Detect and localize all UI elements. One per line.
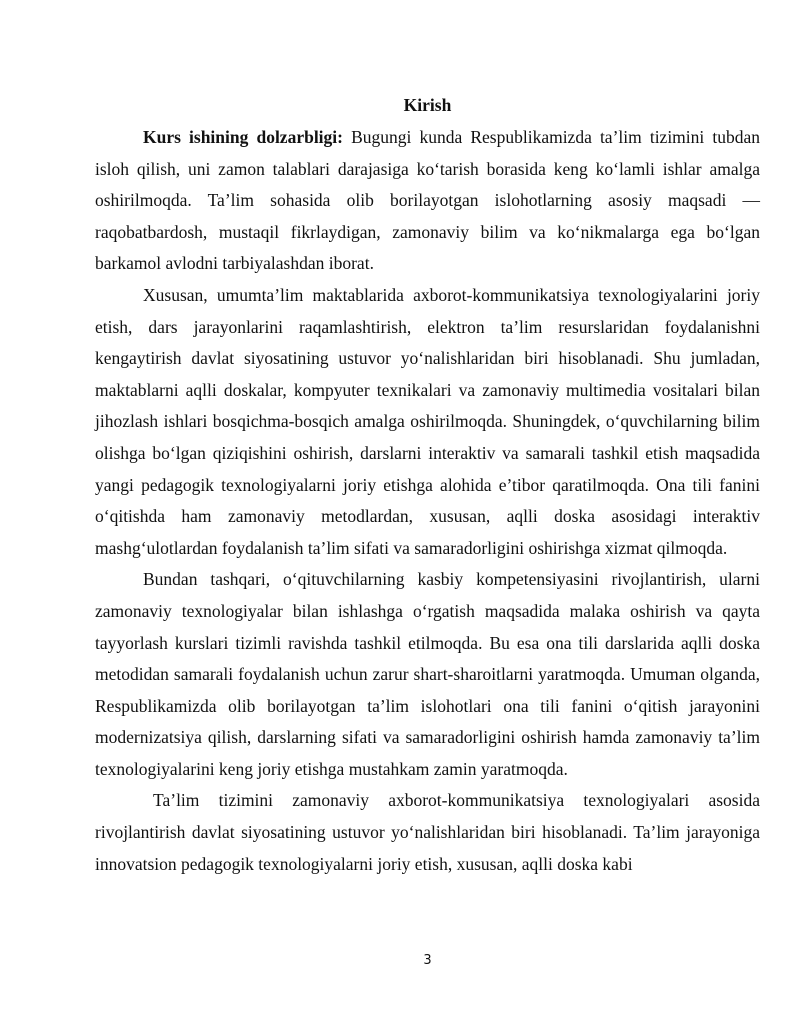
paragraph-teacher-training: Bundan tashqari, o‘qituvchilarning kasbiy kompetensiyasini rivojlantirish, ularni zamonaviy texnologiyalar bilan ishlashga o‘rgatish maqsadida malaka oshirish va qayta tayyorlash kurslari tizimli ravishda tashkil etilmoqda. Bu esa ona tili darslarida aqlli doska metodidan samarali foydalanish uchun zarur shart-sharoitlarni yaratmoqda. Umuman olganda, Respublikamizda olib borilayotgan ta’lim islohotlari ona tili fanini o‘qitish jarayonini modernizatsiya qilish, darslarning sifati va samaradorligini oshirish hamda zamonaviy ta’lim texnologiyalarini keng joriy etishga mustahkam zamin yaratmoqda.: [95, 569, 760, 779]
page-number: 3: [423, 953, 432, 968]
paragraph-relevance: [95, 122, 760, 280]
paragraph-lead: Kurs ishining dolzarbligi:: [143, 127, 343, 147]
section-title: Kirish: [403, 95, 452, 115]
body-text: [95, 122, 760, 880]
paragraph-ict-schools: Xususan, umumta’lim maktablarida axborot-kommunikatsiya texnologiyalarini joriy etish, dars jarayonlarini raqamlashtirish, elektron ta’lim resurslaridan foydalanishni kengaytirish davlat siyosatining ustuvor yo‘nalishlaridan biri hisoblanadi. Shu jumladan, maktablarni aqlli doskalar, kompyuter texnikalari va zamonaviy multimedia vositalari bilan jihozlash ishlari bosqichma-bosqich amalga oshirilmoqda. Shuningdek, o‘quvchilarning bilim olishga bo‘lgan qiziqishini oshirish, darslarni interaktiv va samarali tashkil etish maqsadida yangi pedagogik texnologiyalarni joriy etishga alohida e’tibor qaratilmoqda. Ona tili fanini o‘qitishda ham zamonaviy metodlardan, xususan, aqlli doska asosidagi interaktiv mashg‘ulotlardan foydalanish ta’lim sifati va samaradorligini oshirishga xizmat qilmoqda.: [95, 284, 760, 558]
paragraph-education-system: Ta’lim tizimini zamonaviy axborot-kommunikatsiya texnologiyalari asosida rivojlantirish davlat siyosatining ustuvor yo‘nalishlaridan biri hisoblanadi. Ta’lim jarayoniga innovatsion pedagogik texnologiyalarni joriy etish, xususan, aqlli doska kabi: [95, 790, 760, 874]
paragraph-text: Bugungi kunda Respublikamizda ta’lim tizimini tubdan isloh qilish, uni zamon talablari darajasiga ko‘tarish borasida keng ko‘lamli ishlar amalga oshirilmoqda. Ta’lim sohasida olib borilayotgan islohotlarning asosiy maqsadi — raqobatbardosh, mustaqil fikrlaydigan, zamonaviy bilim va ko‘nikmalarga ega bo‘lgan barkamol avlodni tarbiyalashdan iborat.: [95, 127, 761, 274]
